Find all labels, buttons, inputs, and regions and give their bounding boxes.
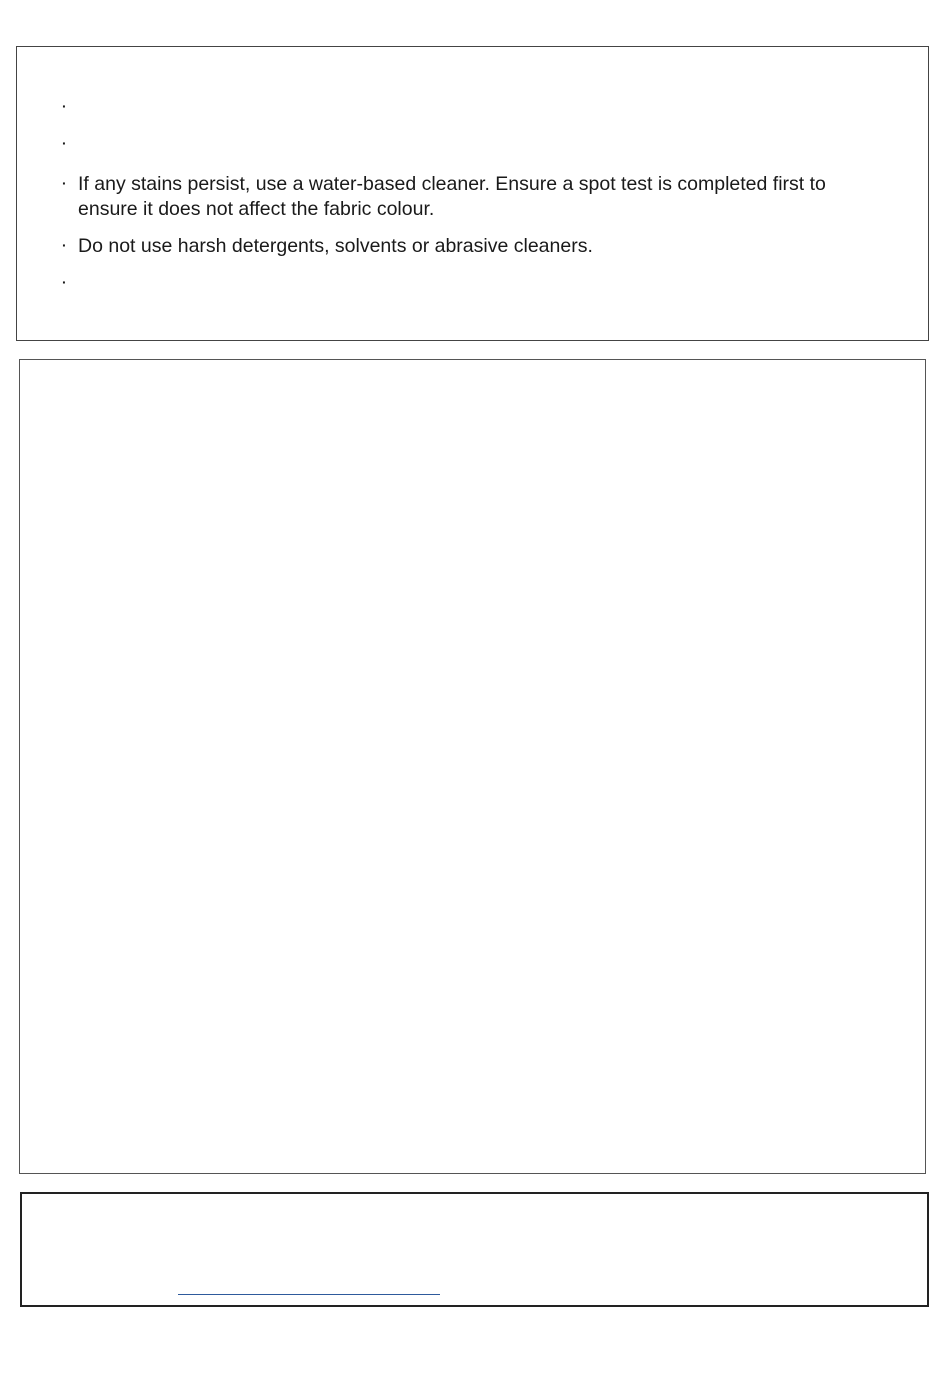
bullet-icon: · [62, 175, 67, 191]
care-instruction-text: If any stains persist, use a water-based cleaner. Ensure a spot test is completed first to ensure it does not affect the fabric colour. [78, 173, 826, 220]
bullet-icon: · [62, 135, 67, 151]
list-item [62, 172, 842, 222]
list-item [62, 234, 842, 259]
care-instructions-box [16, 46, 929, 341]
footer-box [20, 1192, 929, 1307]
image-placeholder-box [19, 359, 926, 1174]
bullet-icon: · [62, 237, 67, 253]
bullet-icon: · [62, 274, 67, 290]
footer-link[interactable] [178, 1294, 440, 1295]
bullet-icon: · [62, 98, 67, 114]
care-instruction-text: Do not use harsh detergents, solvents or abrasive cleaners. [78, 235, 593, 257]
